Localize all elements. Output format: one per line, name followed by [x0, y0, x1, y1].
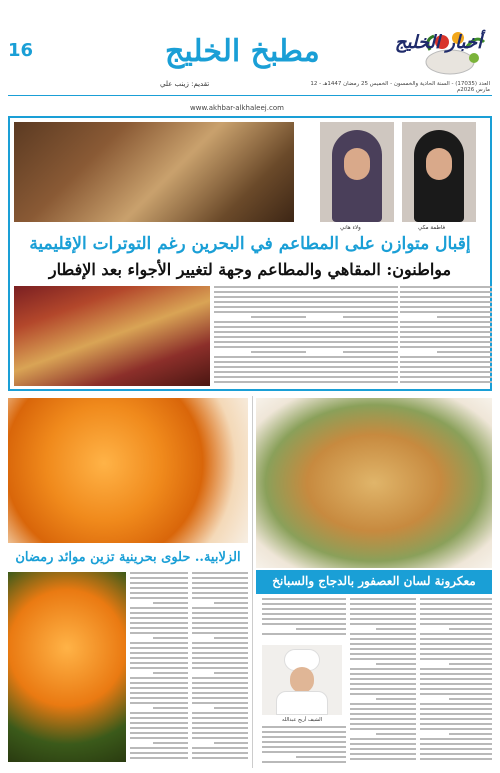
- recipe-method-column: [350, 598, 416, 766]
- text-line: [350, 648, 416, 650]
- face-shape: [426, 148, 452, 180]
- text-line: [350, 738, 416, 740]
- text-line: [400, 296, 492, 298]
- text-line: [420, 723, 492, 725]
- text-line: [192, 592, 248, 594]
- text-line: [214, 326, 306, 328]
- text-line: [420, 748, 492, 750]
- text-line: [400, 361, 492, 363]
- text-line: [350, 718, 416, 720]
- text-line: [130, 592, 188, 594]
- text-line: [192, 662, 248, 664]
- text-line: [306, 321, 398, 323]
- text-line: [437, 351, 492, 353]
- text-line: [420, 613, 492, 615]
- text-line: [192, 677, 248, 679]
- text-line: [130, 612, 188, 614]
- text-line: [130, 652, 188, 654]
- text-line: [376, 698, 416, 700]
- text-line: [350, 743, 416, 745]
- text-line: [214, 371, 306, 373]
- text-line: [192, 752, 248, 754]
- text-line: [350, 653, 416, 655]
- text-line: [306, 376, 398, 378]
- text-line: [130, 712, 188, 714]
- text-line: [306, 336, 398, 338]
- text-line: [420, 623, 492, 625]
- text-line: [400, 371, 492, 373]
- article-text-column: [306, 286, 398, 386]
- text-line: [214, 366, 306, 368]
- text-line: [192, 587, 248, 589]
- text-line: [400, 306, 492, 308]
- text-line: [400, 291, 492, 293]
- text-line: [214, 672, 248, 674]
- text-line: [192, 582, 248, 584]
- text-line: [262, 623, 346, 625]
- article-text-column: [400, 286, 492, 386]
- text-line: [130, 572, 188, 574]
- text-line: [130, 737, 188, 739]
- text-line: [130, 757, 188, 759]
- text-line: [343, 351, 398, 353]
- text-line: [192, 627, 248, 629]
- text-line: [420, 738, 492, 740]
- text-line: [262, 741, 346, 743]
- text-line: [130, 662, 188, 664]
- text-line: [420, 703, 492, 705]
- text-line: [420, 638, 492, 640]
- text-line: [420, 708, 492, 710]
- text-line: [449, 698, 492, 700]
- text-line: [420, 618, 492, 620]
- text-line: [400, 346, 492, 348]
- text-line: [214, 306, 306, 308]
- text-line: [306, 356, 398, 358]
- text-line: [306, 381, 398, 383]
- text-line: [192, 732, 248, 734]
- text-line: [350, 633, 416, 635]
- text-line: [192, 657, 248, 659]
- text-line: [214, 742, 248, 744]
- text-line: [262, 736, 346, 738]
- text-line: [350, 753, 416, 755]
- text-line: [400, 301, 492, 303]
- text-line: [400, 336, 492, 338]
- text-line: [214, 331, 306, 333]
- text-line: [350, 678, 416, 680]
- pasta-dish-photo: [256, 398, 492, 568]
- text-line: [214, 602, 248, 604]
- face-shape: [344, 148, 370, 180]
- text-line: [350, 603, 416, 605]
- recipe-text-column: [262, 726, 346, 766]
- text-line: [130, 722, 188, 724]
- text-line: [449, 628, 492, 630]
- text-line: [262, 608, 346, 610]
- text-line: [214, 346, 306, 348]
- text-line: [262, 598, 346, 600]
- text-line: [420, 743, 492, 745]
- text-line: [192, 717, 248, 719]
- text-line: [214, 336, 306, 338]
- text-line: [130, 727, 188, 729]
- text-line: [350, 683, 416, 685]
- chef-caption: الشيف أريج عبدالله: [281, 717, 323, 723]
- pasta-headline: معكرونة لسان العصفور بالدجاج والسبانخ: [256, 570, 492, 594]
- text-line: [400, 321, 492, 323]
- text-line: [306, 371, 398, 373]
- text-line: [400, 356, 492, 358]
- text-line: [350, 688, 416, 690]
- chef-photo: [262, 645, 342, 715]
- text-line: [214, 311, 306, 313]
- text-line: [350, 608, 416, 610]
- text-line: [400, 376, 492, 378]
- text-line: [130, 717, 188, 719]
- text-line: [130, 687, 188, 689]
- text-line: [130, 682, 188, 684]
- text-line: [130, 582, 188, 584]
- text-line: [130, 702, 188, 704]
- text-line: [350, 658, 416, 660]
- text-line: [350, 668, 416, 670]
- text-line: [153, 637, 188, 639]
- text-line: [214, 321, 306, 323]
- text-line: [420, 608, 492, 610]
- text-line: [214, 341, 306, 343]
- text-line: [153, 672, 188, 674]
- text-line: [350, 708, 416, 710]
- text-line: [420, 758, 492, 760]
- text-line: [214, 637, 248, 639]
- text-line: [130, 677, 188, 679]
- text-line: [350, 623, 416, 625]
- text-line: [420, 688, 492, 690]
- text-line: [350, 643, 416, 645]
- text-line: [192, 682, 248, 684]
- zalabia-text-column: [192, 572, 248, 762]
- text-line: [262, 751, 346, 753]
- text-line: [306, 361, 398, 363]
- face-shape: [290, 667, 314, 693]
- text-line: [130, 607, 188, 609]
- text-line: [296, 628, 346, 630]
- text-line: [214, 381, 306, 383]
- text-line: [449, 733, 492, 735]
- text-line: [420, 683, 492, 685]
- text-line: [192, 687, 248, 689]
- text-line: [350, 613, 416, 615]
- restaurant-food-photo: [14, 122, 294, 222]
- text-line: [400, 381, 492, 383]
- text-line: [306, 331, 398, 333]
- text-line: [192, 577, 248, 579]
- text-line: [192, 697, 248, 699]
- text-line: [192, 607, 248, 609]
- text-line: [306, 291, 398, 293]
- text-line: [400, 326, 492, 328]
- text-line: [420, 598, 492, 600]
- text-line: [400, 311, 492, 313]
- text-line: [350, 758, 416, 760]
- text-line: [306, 301, 398, 303]
- text-line: [262, 618, 346, 620]
- text-line: [400, 331, 492, 333]
- zalabia-tray-photo: [8, 572, 126, 762]
- text-line: [420, 673, 492, 675]
- top-article: [8, 116, 492, 391]
- photo-caption: فاطمة مكي: [418, 225, 446, 231]
- issue-date-line: العدد (17035) - السنة الحادية والخمسون - الخميس 25 رمضان 1447هـ - 12 مارس 2026م: [310, 81, 490, 93]
- text-line: [192, 692, 248, 694]
- text-line: [130, 617, 188, 619]
- text-line: [350, 703, 416, 705]
- text-line: [400, 286, 492, 288]
- text-line: [306, 366, 398, 368]
- text-line: [350, 748, 416, 750]
- text-line: [192, 632, 248, 634]
- text-line: [192, 727, 248, 729]
- text-line: [214, 361, 306, 363]
- text-line: [420, 658, 492, 660]
- text-line: [420, 753, 492, 755]
- text-line: [376, 733, 416, 735]
- text-line: [350, 598, 416, 600]
- text-line: [130, 657, 188, 659]
- text-line: [262, 633, 346, 635]
- page-number: 16: [8, 40, 34, 61]
- text-line: [350, 673, 416, 675]
- text-line: [420, 728, 492, 730]
- text-line: [214, 356, 306, 358]
- presenter-credit: تقديم: زينب علي: [160, 80, 210, 88]
- text-line: [350, 638, 416, 640]
- text-line: [192, 737, 248, 739]
- section-title: مطبخ الخليج: [165, 34, 320, 69]
- text-line: [306, 286, 398, 288]
- text-line: [192, 647, 248, 649]
- text-line: [153, 707, 188, 709]
- text-line: [130, 697, 188, 699]
- website-url[interactable]: www.akhbar-alkhaleej.com: [190, 104, 284, 112]
- text-line: [130, 587, 188, 589]
- text-line: [153, 602, 188, 604]
- text-line: [130, 597, 188, 599]
- text-line: [192, 702, 248, 704]
- text-line: [306, 311, 398, 313]
- iftar-food-photo: [14, 286, 210, 386]
- text-line: [130, 647, 188, 649]
- text-line: [251, 316, 306, 318]
- text-line: [350, 693, 416, 695]
- text-line: [262, 613, 346, 615]
- text-line: [420, 668, 492, 670]
- text-line: [130, 577, 188, 579]
- text-line: [420, 643, 492, 645]
- portrait-photo-fatima: [402, 122, 476, 222]
- text-line: [192, 722, 248, 724]
- text-line: [192, 712, 248, 714]
- text-line: [306, 341, 398, 343]
- text-line: [262, 726, 346, 728]
- text-line: [192, 622, 248, 624]
- text-line: [251, 351, 306, 353]
- text-line: [376, 663, 416, 665]
- text-line: [343, 316, 398, 318]
- text-line: [437, 316, 492, 318]
- chef-coat-shape: [276, 691, 328, 715]
- text-line: [262, 761, 346, 763]
- text-line: [262, 746, 346, 748]
- text-line: [420, 678, 492, 680]
- text-line: [214, 286, 306, 288]
- photo-caption: ولاء هاني: [340, 225, 361, 231]
- text-line: [420, 713, 492, 715]
- zalabia-text-column: [130, 572, 188, 762]
- text-line: [130, 667, 188, 669]
- text-line: [214, 301, 306, 303]
- text-line: [350, 723, 416, 725]
- page-header: [0, 0, 500, 112]
- text-line: [130, 732, 188, 734]
- text-line: [420, 718, 492, 720]
- text-line: [130, 752, 188, 754]
- text-line: [192, 642, 248, 644]
- text-line: [350, 728, 416, 730]
- text-line: [214, 376, 306, 378]
- text-line: [306, 346, 398, 348]
- text-line: [130, 747, 188, 749]
- text-line: [130, 622, 188, 624]
- text-line: [306, 296, 398, 298]
- text-line: [262, 603, 346, 605]
- text-line: [400, 341, 492, 343]
- text-line: [130, 627, 188, 629]
- text-line: [192, 757, 248, 759]
- text-line: [192, 572, 248, 574]
- text-line: [420, 633, 492, 635]
- text-line: [192, 617, 248, 619]
- text-line: [420, 603, 492, 605]
- text-line: [420, 693, 492, 695]
- text-line: [350, 618, 416, 620]
- text-line: [296, 756, 346, 758]
- text-line: [153, 742, 188, 744]
- text-line: [420, 653, 492, 655]
- text-line: [214, 707, 248, 709]
- recipe-ingredients-column: [420, 598, 492, 766]
- text-line: [192, 667, 248, 669]
- text-line: [130, 632, 188, 634]
- newspaper-logo: أخبار الخليج: [394, 32, 482, 53]
- zalabia-headline: الزلابية.. حلوى بحرينية تزين موائد رمضان: [15, 550, 241, 565]
- text-line: [130, 692, 188, 694]
- text-line: [376, 628, 416, 630]
- main-headline: إقبال متوازن على المطاعم في البحرين رغم التوترات الإقليمية: [29, 234, 471, 254]
- text-line: [306, 326, 398, 328]
- text-line: [214, 291, 306, 293]
- header-divider: [8, 95, 492, 96]
- text-line: [420, 648, 492, 650]
- text-line: [130, 642, 188, 644]
- zalabia-photo: [8, 398, 248, 543]
- text-line: [449, 663, 492, 665]
- portrait-photo-walaa: [320, 122, 394, 222]
- recipe-text-column: [262, 598, 346, 642]
- text-line: [214, 296, 306, 298]
- article-text-column: [214, 286, 306, 386]
- text-line: [400, 366, 492, 368]
- text-line: [192, 747, 248, 749]
- text-line: [262, 731, 346, 733]
- text-line: [350, 713, 416, 715]
- text-line: [306, 306, 398, 308]
- text-line: [192, 612, 248, 614]
- column-divider: [252, 396, 253, 768]
- text-line: [192, 652, 248, 654]
- text-line: [192, 597, 248, 599]
- sub-headline: مواطنون: المقاهي والمطاعم وجهة لتغيير الأجواء بعد الإفطار: [48, 260, 452, 279]
